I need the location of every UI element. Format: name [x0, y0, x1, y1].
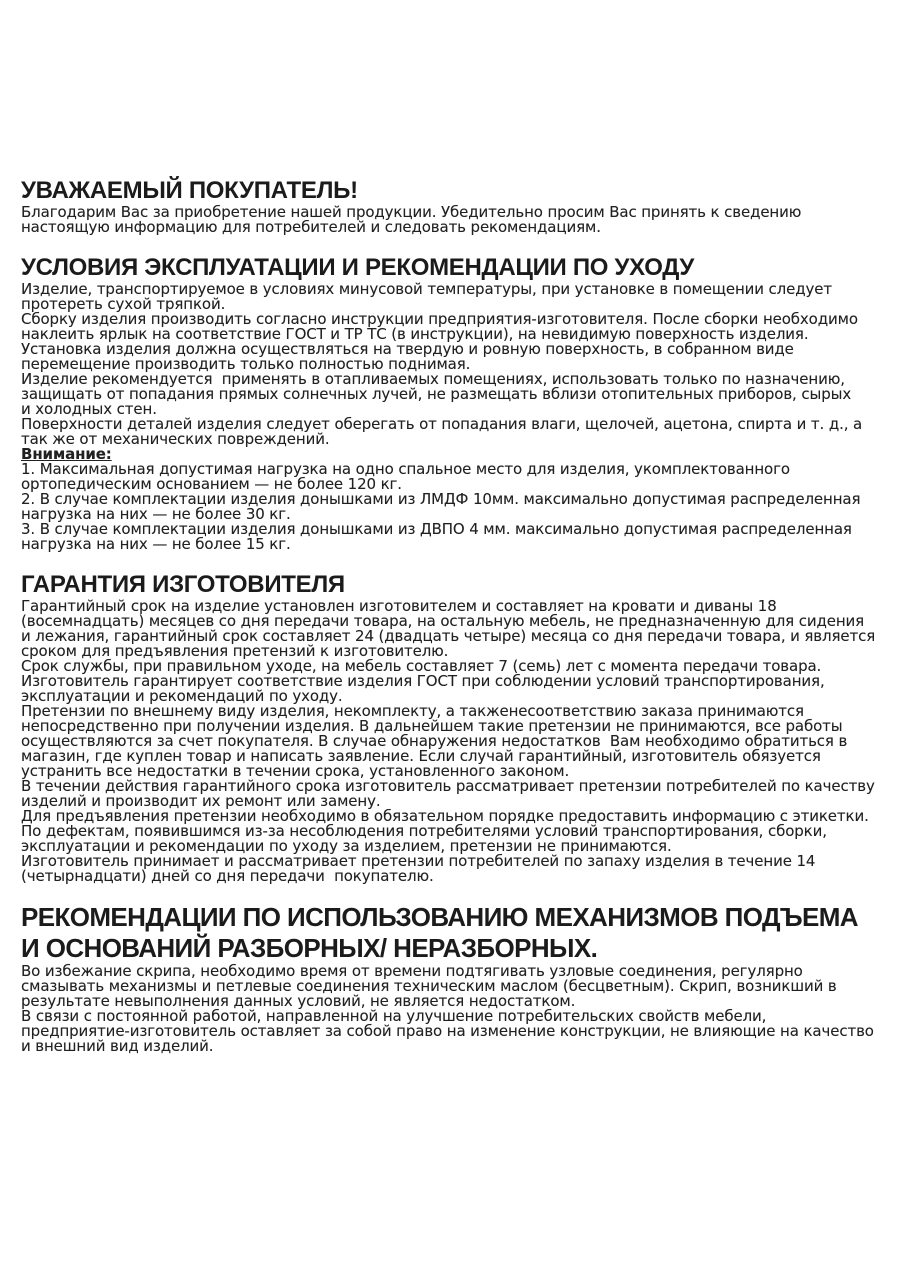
document-section-usage-conditions — [21, 253, 900, 552]
section-heading-line: УВАЖАЕМЫЙ ПОКУПАТЕЛЬ! — [21, 177, 358, 204]
section-heading-line: И ОСНОВАНИЙ РАЗБОРНЫХ/ НЕРАЗБОРНЫХ. — [21, 933, 598, 963]
paragraph-line: осуществляются за счет покупателя. В случае обнаружения недостатков Вам необходимо обратиться в — [21, 732, 848, 750]
paragraph-line: устранить все недостатки в течении срока, установленного законом. — [21, 762, 570, 780]
section-heading-line: РЕКОМЕНДАЦИИ ПО ИСПОЛЬЗОВАНИЮ МЕХАНИЗМОВ ПОДЪЕМА — [21, 902, 858, 932]
paragraph-line: непосредственно при получении изделия. В дальнейшем такие претензии не принимаются, все работы — [21, 717, 843, 735]
document-section-greeting — [21, 176, 900, 235]
paragraph-line: и холодных стен. — [21, 400, 157, 418]
section-heading-line: ГАРАНТИЯ ИЗГОТОВИТЕЛЯ — [21, 571, 345, 598]
paragraph-line: Изделие рекомендуется применять в отапливаемых помещениях, использовать только по назначению, — [21, 370, 845, 388]
paragraph-line: протереть сухой тряпкой. — [21, 295, 226, 313]
paragraph-line: В связи с постоянной работой, направленной на улучшение потребительских свойств мебели, — [21, 1007, 767, 1025]
paragraph-line: В течении действия гарантийного срока изготовитель рассматривает претензии потребителей по качеству — [21, 777, 875, 795]
paragraph-line: Поверхности деталей изделия следует оберегать от попадания влаги, щелочей, ацетона, спирта и т. д., а — [21, 415, 863, 433]
paragraph-line: Претензии по внешнему виду изделия, некомплекту, а такженесоответствию заказа принимаются — [21, 702, 804, 720]
section-heading-line: УСЛОВИЯ ЭКСПЛУАТАЦИИ И РЕКОМЕНДАЦИИ ПО УХОДУ — [21, 254, 695, 281]
paragraph-line: Изделие, транспортируемое в условиях минусовой температуры, при установке в помещении следует — [21, 280, 832, 298]
paragraph-line: смазывать механизмы и петлевые соединения техническим маслом (бесцветным). Скрип, возникший в — [21, 977, 837, 995]
paragraph-line: перемещение производить только полностью поднимая. — [21, 355, 471, 373]
paragraph-line: изделий и производит их ремонт или замену. — [21, 792, 381, 810]
paragraph-line: нагрузка на них — не более 30 кг. — [21, 505, 291, 523]
paragraph-line: Для предъявления претензии необходимо в обязательном порядке предоставить информацию с этикетки. — [21, 807, 869, 825]
paragraph-line: 3. В случае комплектации изделия донышками из ДВПО 4 мм. максимально допустимая распределенная — [21, 520, 852, 538]
paragraph-line: наклеить ярлык на соответствие ГОСТ и ТР ТС (в инструкции), на невидимую поверхность изделия. — [21, 325, 809, 343]
paragraph-line: Срок службы, при правильном уходе, на мебель составляет 7 (семь) лет с момента передачи товара. — [21, 657, 822, 675]
paragraph-line: (восемнадцать) месяцев со дня передачи товара, на остальную мебель, не предназначенную для сидения — [21, 612, 865, 630]
paragraph-line: и внешний вид изделий. — [21, 1037, 214, 1055]
paragraph-line: магазин, где куплен товар и написать заявление. Если случай гарантийный, изготовитель обязуется — [21, 747, 821, 765]
document-section-warranty — [21, 570, 900, 884]
document-section-mechanism-recommendations — [21, 902, 900, 1054]
paragraph-line: Благодарим Вас за приобретение нашей продукции. Убедительно просим Вас принять к сведению — [21, 203, 802, 221]
paragraph-line: Изготовитель гарантирует соответствие изделия ГОСТ при соблюдении условий транспортирования, — [21, 672, 825, 690]
paragraph-line: Сборку изделия производить согласно инструкции предприятия-изготовителя. После сборки необходимо — [21, 310, 858, 328]
paragraph-line: и лежания, гарантийный срок составляет 24 (двадцать четыре) месяца со дня передачи товара, и является — [21, 627, 876, 645]
paragraph-line: 2. В случае комплектации изделия донышками из ЛМДФ 10мм. максимально допустимая распределенная — [21, 490, 861, 508]
paragraph-line: (четырнадцати) дней со дня передачи покупателю. — [21, 867, 434, 885]
paragraph-line: результате невыполнения данных условий, не является недостатком. — [21, 992, 576, 1010]
paragraph-line: защищать от попадания прямых солнечных лучей, не размещать вблизи отопительных приборов, сырых — [21, 385, 852, 403]
paragraph-line: Изготовитель принимает и рассматривает претензии потребителей по запаху изделия в течение 14 — [21, 852, 816, 870]
paragraph-line: так же от механических повреждений. — [21, 430, 330, 448]
paragraph-line: ортопедическим основанием — не более 120 кг. — [21, 475, 402, 493]
paragraph-line: Установка изделия должна осуществляться на твердую и ровную поверхность, в собранном виде — [21, 340, 794, 358]
paragraph-line: 1. Максимальная допустимая нагрузка на одно спальное место для изделия, укомплектованного — [21, 460, 790, 478]
paragraph-line: эксплуатации и рекомендаций по уходу. — [21, 687, 343, 705]
paragraph-line: сроком для предъявления претензий к изготовителю. — [21, 642, 449, 660]
warning-label: Внимание: — [21, 445, 112, 463]
paragraph-line: настоящую информацию для потребителей и следовать рекомендациям. — [21, 218, 601, 236]
paragraph-line: Во избежание скрипа, необходимо время от времени подтягивать узловые соединения, регулярно — [21, 962, 803, 980]
document — [21, 176, 900, 1054]
paragraph-line: нагрузка на них — не более 15 кг. — [21, 535, 291, 553]
paragraph-line: По дефектам, появившимся из-за несоблюдения потребителями условий транспортирования, сборки, — [21, 822, 827, 840]
paragraph-line: предприятие-изготовитель оставляет за собой право на изменение конструкции, не влияющие на качество — [21, 1022, 874, 1040]
paragraph-line: эксплуатации и рекомендации по уходу за изделием, претензии не принимаются. — [21, 837, 672, 855]
paragraph-line: Гарантийный срок на изделие установлен изготовителем и составляет на кровати и диваны 18 — [21, 597, 777, 615]
